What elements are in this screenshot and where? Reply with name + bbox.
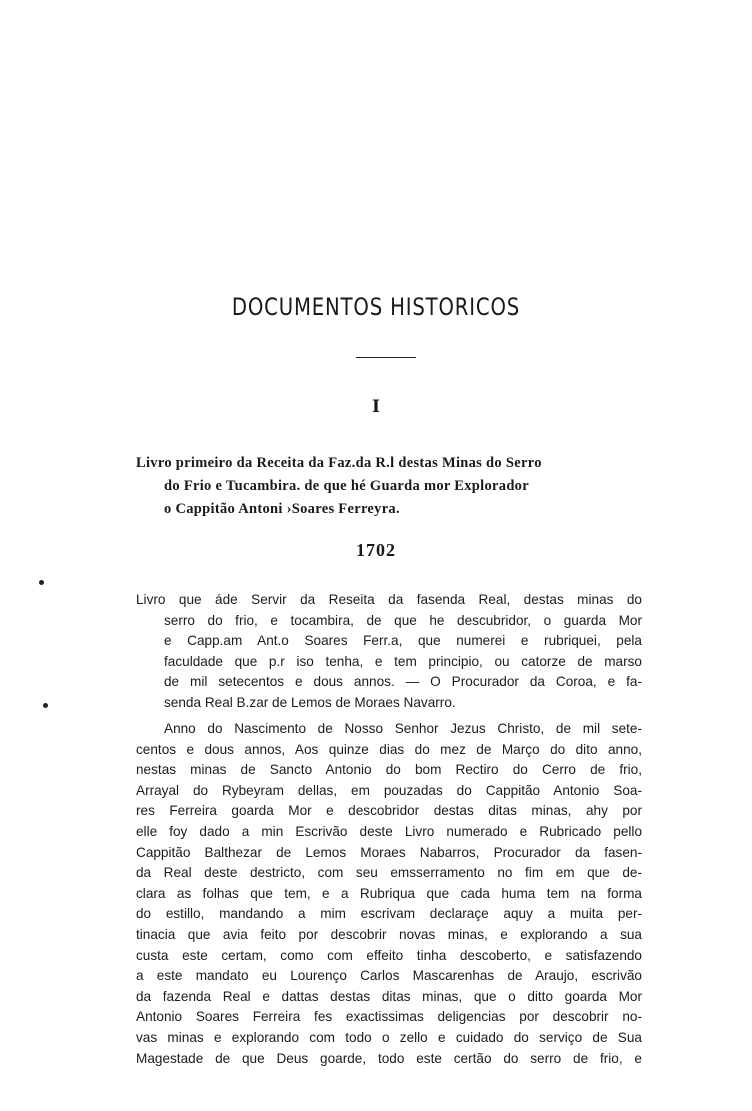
text-line: a este mandato eu Lourenço Carlos Mascarenhas de Araujo, escrivão: [136, 968, 642, 984]
text-line: do estillo, mandando a mim escrivam declaraçe aquy a muita per-: [136, 906, 642, 922]
heading-line: Livro primeiro da Receita da Faz.da R.l destas Minas do Serro: [136, 455, 542, 471]
heading-line: do Frio e Tucambira. de que hé Guarda mor Explorador: [164, 478, 529, 494]
text-line: vas minas e explorando com todo o zello e cuidado do serviço de Sua: [136, 1029, 642, 1045]
document-heading: [136, 452, 646, 521]
text-line: Cappitão Balthezar de Lemos Moraes Nabarros, Procurador da fasen-: [136, 844, 642, 860]
margin-mark: [39, 580, 44, 585]
text-line: Arrayal do Rybeyram dellas, em pouzadas do Cappitão Antonio Soa-: [136, 782, 642, 798]
page-title: DOCUMENTOS HISTORICOS: [231, 293, 521, 321]
text-line: de mil setecentos e dous annos. — O Procurador da Coroa, e fa-: [164, 674, 642, 690]
paragraph-1: [136, 590, 642, 714]
text-line: Antonio Soares Ferreira fes exactissimas deligencias por descobrir no-: [136, 1009, 642, 1025]
text-line: faculdade que p.r iso tenha, e tem principio, ou catorze de marso: [164, 653, 642, 669]
margin-mark: [43, 703, 48, 708]
text-line: res Ferreira goarda Mor e descobridor destas ditas minas, ahy por: [136, 803, 642, 819]
text-line: centos e dous annos, Aos quinze dias do mez de Março do dito anno,: [136, 741, 642, 757]
title-divider: [356, 357, 416, 358]
text-line: da fazenda Real e dattas destas ditas minas, que o ditto goarda Mor: [136, 988, 642, 1004]
text-line: elle foy dado a min Escrivão deste Livro numerado e Rubricado pello: [136, 823, 642, 839]
text-line: nestas minas de Sancto Antonio do bom Rectiro do Cerro de frio,: [136, 762, 642, 778]
text-line: Magestade de que Deus goarde, todo este certão do serro de frio, e: [136, 1050, 642, 1066]
text-line: serro do frio, e tocambira, de que he descubridor, o guarda Mor: [164, 612, 642, 628]
text-line: da Real deste destricto, com seu emsserramento no fim em que de-: [136, 865, 642, 881]
paragraph-2: [136, 719, 642, 1069]
text-line: Livro que áde Servir da Reseita da fasenda Real, destas minas do: [136, 592, 642, 607]
text-line: Anno do Nascimento de Nosso Senhor Jezus Christo, de mil sete-: [164, 721, 642, 736]
text-line: e Capp.am Ant.o Soares Ferr.a, que numerei e rubriquei, pela: [164, 633, 642, 649]
section-number: I: [372, 397, 380, 417]
text-line: clara as folhas que tem, e a Rubriqua que cada huma tem na forma: [136, 885, 642, 901]
text-line: tinacia que avia feito por descobrir novas minas, e explorando a sua: [136, 926, 642, 942]
text-line: senda Real B.zar de Lemos de Moraes Navarro.: [164, 694, 456, 710]
document-year: 1702: [356, 540, 396, 560]
heading-line: o Cappitão Antoni ›Soares Ferreyra.: [164, 501, 400, 517]
text-line: custa este certam, como com effeito tinha descoberto, e satisfazendo: [136, 947, 642, 963]
